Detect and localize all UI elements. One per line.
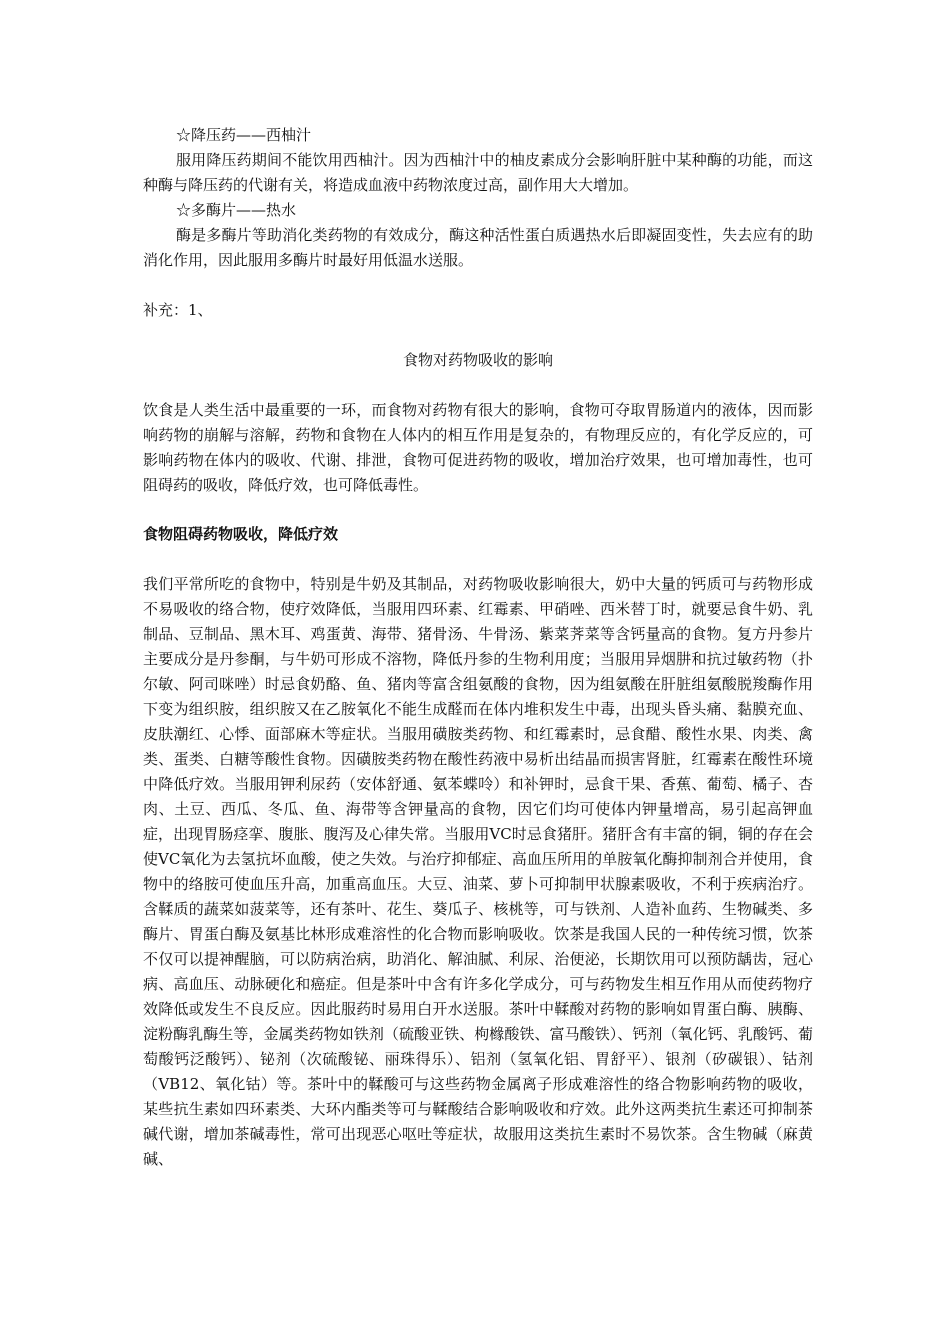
- supplement-label: 补充：1、: [143, 301, 213, 319]
- intro-paragraph: 饮食是人类生活中最重要的一环，而食物对药物有很大的影响，食物可夺取胃肠道内的液体，因而影响药物的崩解与溶解，药物和食物在人体内的相互作用是复杂的，有物理反应的，有化学反应的，可影响药物在体内的吸收、代谢、排泄，食物可促进药物的吸收，增加治疗效果，也可增加毒性，也可阻碍药的吸收，降低疗效，也可降低毒性。: [143, 401, 813, 494]
- main-paragraph: 我们平常所吃的食物中，特别是牛奶及其制品，对药物吸收影响很大，奶中大量的钙质可与药物形成不易吸收的络合物，使疗效降低，当服用四环素、红霉素、甲硝唑、西米替丁时，就要忌食牛奶、乳制品、豆制品、黑木耳、鸡蛋黄、海带、猪骨汤、牛骨汤、紫菜荠菜等含钙量高的食物。复方丹参片主要成分是丹参酮，与牛奶可形成不溶物，降低丹参的生物利用度；当服用异烟肼和抗过敏药物（扑尔敏、阿司咪唑）时忌食奶酪、鱼、猪肉等富含组氨酸的食物，因为组氨酸在肝脏组氨酸脱羧酶作用下变为组织胺，组织胺又在乙胺氧化不能生成醛而在体内堆积发生中毒，出现头昏头痛、黏膜充血、皮肤潮红、心悸、面部麻木等症状。当服用磺胺类药物、和红霉素时，忌食醋、酸性水果、肉类、禽类、蛋类、白糖等酸性食物。因磺胺类药物在酸性药液中易析出结晶而损害肾脏，红霉素在酸性环境中降低疗效。当服用钾利尿药（安体舒通、氨苯蝶呤）和补钾时，忌食干果、香蕉、葡萄、橘子、杏肉、土豆、西瓜、冬瓜、鱼、海带等含钾量高的食物，因它们均可使体内钾量增高，易引起高钾血症，出现胃肠痉挛、腹胀、腹泻及心律失常。当服用VC时忌食猪肝。猪肝含有丰富的铜，铜的存在会使VC氧化为去氢抗坏血酸，使之失效。与治疗抑郁症、高血压所用的单胺氧化酶抑制剂合并使用，食物中的络胺可使血压升高，加重高血压。大豆、油菜、萝卜可抑制甲状腺素吸收，不利于疾病治疗。含鞣质的蔬菜如菠菜等，还有茶叶、花生、葵瓜子、核桃等，可与铁剂、人造补血药、生物碱类、多酶片、胃蛋白酶及氨基比林形成难溶性的化合物而影响吸收。饮茶是我国人民的一种传统习惯，饮茶不仅可以提神醒脑，可以防病治病，助消化、解油腻、利尿、治便泌，长期饮用可以预防龋齿，冠心病、高血压、动脉硬化和癌症。但是茶叶中含有许多化学成分，可与药物发生相互作用从而使药物疗效降低或发生不良反应。因此服药时易用白开水送服。茶叶中鞣酸对药物的影响如胃蛋白酶、胰酶、淀粉酶乳酶生等，金属类药物如铁剂（硫酸亚铁、枸橼酸铁、富马酸铁）、钙剂（氧化钙、乳酸钙、葡萄酸钙泛酸钙）、铋剂（次硫酸铋、丽珠得乐）、铝剂（氢氧化铝、胃舒平）、银剂（矽碳银）、钴剂（VB12、氧化钴）等。茶叶中的鞣酸可与这些药物金属离子形成难溶性的络合物影响药物的吸收，某些抗生素如四环素类、大环内酯类等可与鞣酸结合影响吸收和疗效。此外这两类抗生素还可抑制茶碱代谢，增加茶碱毒性，常可出现恶心呕吐等症状，故服用这类抗生素时不易饮茶。含生物碱（麻黄碱、: [143, 575, 813, 1168]
- item1-body: 服用降压药期间不能饮用西柚汁。因为西柚汁中的柚皮素成分会影响肝脏中某种酶的功能，而这种酶与降压药的代谢有关，将造成血液中药物浓度过高，副作用大大增加。: [143, 151, 813, 194]
- section-subheading: 食物阻碍药物吸收，降低疗效: [143, 525, 339, 543]
- article-title: 食物对药物吸收的影响: [402, 351, 553, 369]
- item1-heading: ☆降压药——西柚汁: [176, 126, 312, 144]
- item2-body: 酶是多酶片等助消化类药物的有效成分，酶这种活性蛋白质遇热水后即凝固变性，失去应有的助消化作用，因此服用多酶片时最好用低温水送服。: [143, 226, 813, 269]
- item2-heading: ☆多酶片——热水: [176, 201, 297, 219]
